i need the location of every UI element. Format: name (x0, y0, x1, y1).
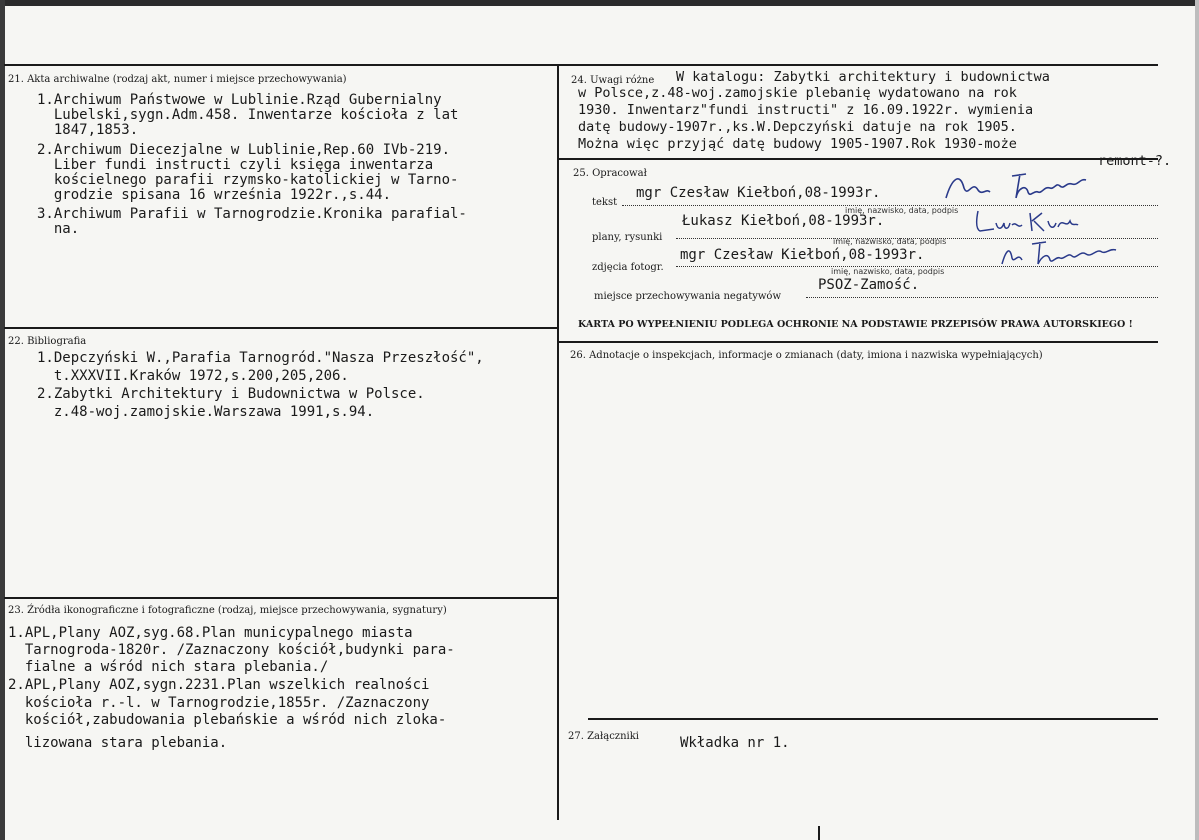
drawings-author-label: plany, rysunki (592, 232, 663, 243)
section-23-line: kościoła r.-l. w Tarnogrodzie,1855r. /Zaznaczony (8, 695, 430, 711)
section-21-line: 3.Archiwum Parafii w Tarnogrodzie.Kronika parafial- (37, 206, 467, 222)
negatives-label: miejsce przechowywania negatywów (594, 291, 781, 302)
attachments-value: Wkładka nr 1. (680, 735, 790, 751)
section-21-line: 1847,1853. (37, 122, 139, 138)
divider-26-27 (588, 718, 1158, 720)
scan-edge-top (0, 0, 1199, 6)
signature-czeslaw-kielbon-2 (998, 238, 1128, 268)
text-author-hint: imię, nazwisko, data, podpis (845, 206, 959, 215)
negatives-value: PSOZ-Zamość. (818, 277, 920, 293)
drawings-author-hint: imię, nazwisko, data, podpis (833, 237, 947, 246)
section-21-line: grodzie spisana 16 września 1922r.,s.44. (37, 187, 392, 203)
divider-24-25 (558, 158, 1158, 160)
section-23-line: Tarnogroda-1820r. /Zaznaczony kościół,budynki para- (8, 642, 455, 658)
section-24-line: Można więc przyjąć datę budowy 1905-1907.Rok 1930-może (578, 136, 1017, 152)
signature-czeslaw-kielbon (942, 168, 1092, 204)
divider-center (557, 64, 559, 820)
section-21-line: na. (37, 221, 80, 237)
section-27-header: 27. Załączniki (568, 731, 639, 742)
section-21-header: 21. Akta archiwalne (rodzaj akt, numer i miejsce przechowywania) (8, 74, 347, 85)
section-24-line: 1930. Inwentarz"fundi instructi" z 16.09.1922r. wymienia (578, 102, 1034, 118)
section-21-line: 2.Archiwum Diecezjalne w Lublinie,Rep.60 IVb-219. (37, 142, 451, 158)
section-21-line: Lubelski,sygn.Adm.458. Inwentarze kościoła z lat (37, 107, 459, 123)
section-22-line: 2.Zabytki Architektury i Budownictwa w Polsce. (37, 386, 425, 402)
section-24-first-line: W katalogu: Zabytki architektury i budownictwa (676, 69, 1050, 85)
section-22-line: 1.Depczyński W.,Parafia Tarnogród."Nasza Przeszłość", (37, 350, 484, 366)
section-21-line: Liber fundi instructi czyli księga inwentarza (37, 157, 434, 173)
section-22-line: z.48-woj.zamojskie.Warszawa 1991,s.94. (37, 404, 375, 420)
copyright-notice: KARTA PO WYPEŁNIENIU PODLEGA OCHRONIE NA PODSTAWIE PRZEPISÓW PRAWA AUTORSKIEGO ! (578, 319, 1133, 330)
section-24-line: w Polsce,z.48-woj.zamojskie plebanię wydatowano na rok (578, 85, 1017, 101)
text-author-value: mgr Czesław Kiełboń,08-1993r. (636, 185, 881, 201)
divider-21-22 (4, 327, 558, 329)
bottom-tick (818, 826, 820, 840)
section-21-line: kościelnego parafii rzymsko-katolickiej w Tarno- (37, 172, 459, 188)
section-24-line: remont-?. (1098, 153, 1172, 169)
divider-top (4, 64, 1158, 66)
divider-22-23 (4, 597, 558, 599)
section-23-header: 23. Źródła ikonograficzne i fotograficzne (rodzaj, miejsce przechowywania, sygnatury) (8, 605, 447, 616)
scan-edge-right (1195, 0, 1199, 840)
photos-author-value: mgr Czesław Kiełboń,08-1993r. (680, 247, 925, 263)
section-23-line: lizowana stara plebania. (8, 735, 228, 751)
section-23-line: 1.APL,Plany AOZ,syg.68.Plan municypalnego miasta (8, 625, 413, 641)
section-22-header: 22. Bibliografia (8, 336, 87, 347)
section-24-header: 24. Uwagi różne (571, 75, 655, 86)
photos-author-label: zdjęcia fotogr. (592, 262, 664, 273)
divider-25-26 (558, 341, 1158, 343)
photos-author-hint: imię, nazwisko, data, podpis (831, 267, 945, 276)
section-24-line: datę budowy-1907r.,ks.W.Depczyński datuje na rok 1905. (578, 119, 1017, 135)
section-23-line: fialne a wśród nich stara plebania./ (8, 659, 329, 675)
section-26-header: 26. Adnotacje o inspekcjach, informacje o zmianach (daty, imiona i nazwiska wypełniających) (570, 350, 1043, 361)
drawings-author-value: Łukasz Kiełboń,08-1993r. (682, 213, 885, 229)
section-23-line: kościół,zabudowania plebańskie a wśród nich zloka- (8, 712, 447, 728)
text-author-label: tekst (592, 197, 618, 208)
section-21-line: 1.Archiwum Państwowe w Lublinie.Rząd Gubernialny (37, 92, 442, 108)
section-23-line: 2.APL,Plany AOZ,sygn.2231.Plan wszelkich realności (8, 677, 430, 693)
section-22-line: t.XXXVII.Kraków 1972,s.200,205,206. (37, 368, 349, 384)
signature-lukasz-kielbon (972, 207, 1082, 237)
negatives-line (806, 297, 1158, 298)
scan-edge-left (0, 0, 5, 840)
section-25-header: 25. Opracował (573, 168, 647, 179)
